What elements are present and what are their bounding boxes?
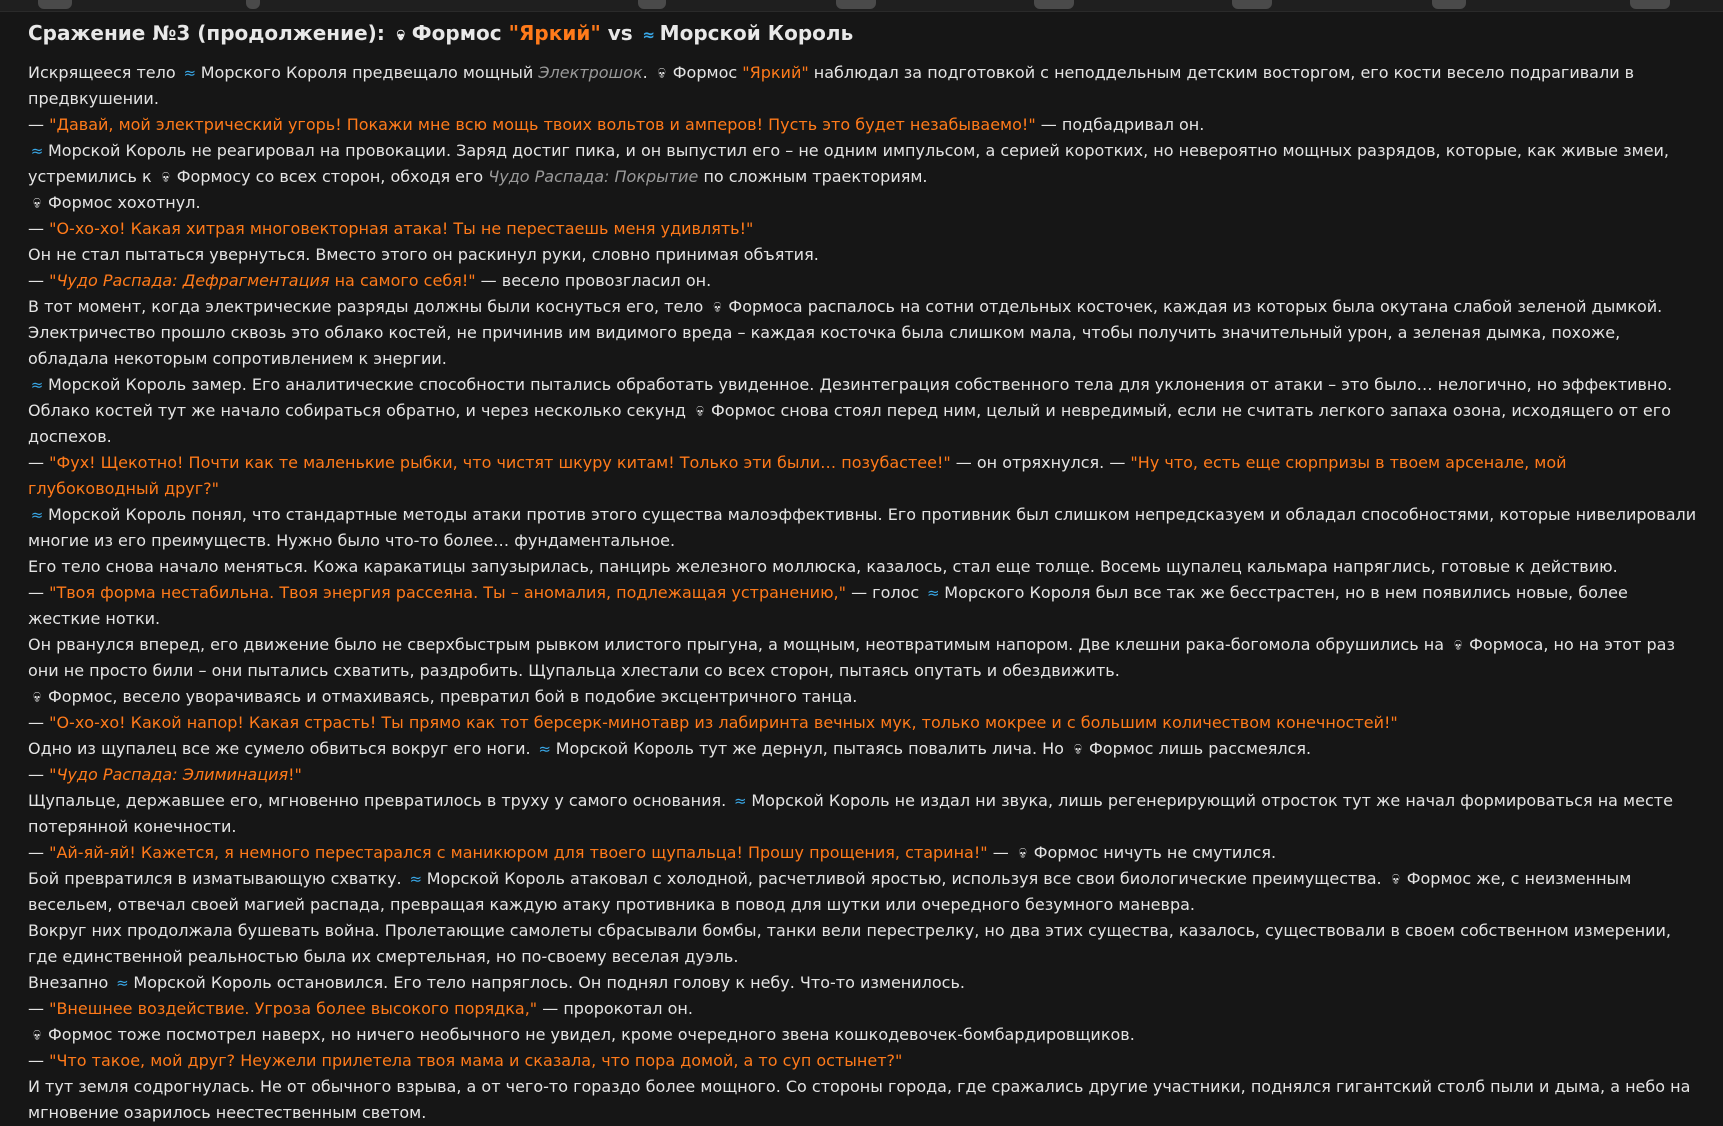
story-paragraph: [28, 268, 1698, 294]
story-paragraph: [28, 216, 1698, 242]
toolbar-icon-2[interactable]: [246, 0, 260, 9]
narration-text: Формоса распалось на сотни отдельных косточек, каждая из которых была окутана слабой зеленой дымкой. Электричество прошло сквозь это облако костей, не причинив им видимого вреда – каждая косточка была слишком мала, чтобы получить значительный урон, а зеленая дымка, похоже, обладала некоторым сопротивлением к энергии.: [28, 297, 1663, 368]
story-paragraph: [28, 450, 1698, 502]
dialogue-quote: "О-хо-хо! Какой напор! Какая страсть! Ты прямо как тот берсерк-минотавр из лабиринта вечных мук, только мокрее и с большим количеством конечностей!": [49, 713, 1398, 732]
story-paragraph: [28, 736, 1698, 762]
narration-text: .: [642, 63, 653, 82]
narration-text: Морского Короля был все так же бесстрастен, но в нем появились новые, более жесткие нотки.: [28, 583, 1628, 628]
story-paragraph: [28, 502, 1698, 554]
skull-icon: 💀︎: [657, 64, 666, 82]
narration-text: Формоса, но на этот раз они не просто били – они пытались схватить, раздробить. Щупальца хлестали со всех сторон, пытаясь опутать и обездвижить.: [28, 635, 1675, 680]
narration-text: —: [28, 453, 50, 472]
wave-icon: ≈: [409, 870, 423, 888]
spell-name: Электрошок: [538, 63, 643, 82]
story-paragraph: [28, 112, 1698, 138]
skull-icon: 💀︎: [396, 26, 405, 44]
dialogue-quote: "Фух! Щекотно! Почти как те маленькие рыбки, что чистят шкуру китам! Только эти были… позубастее!": [49, 453, 951, 472]
dialogue-quote: "Твоя форма нестабильна. Твоя энергия рассеяна. Ты – аномалия, подлежащая устранению,": [49, 583, 846, 602]
narration-text: —: [28, 1051, 50, 1070]
narration-text: Бой превратился в изматывающую схватку.: [28, 869, 407, 888]
story-paragraph: [28, 138, 1698, 190]
story-paragraph: [28, 710, 1698, 736]
skull-icon: 💀︎: [696, 402, 704, 420]
skull-icon: 💀︎: [1454, 636, 1463, 654]
skull-icon: 💀︎: [33, 688, 41, 706]
narration-text: — голос: [846, 583, 925, 602]
narration-text: —: [28, 115, 50, 134]
wave-icon: ≈: [30, 142, 44, 160]
toolbar-icon-1[interactable]: [38, 0, 72, 9]
narration-text: В тот момент, когда электрические разряды должны были коснуться его, тело: [28, 297, 709, 316]
narration-text: Он не стал пытаться увернуться. Вместо этого он раскинул руки, словно принимая объятия.: [28, 245, 819, 264]
wave-icon: ≈: [116, 974, 129, 992]
dialogue-quote: "Яркий": [742, 63, 809, 82]
story-paragraph: [28, 970, 1698, 996]
story-paragraph: [28, 684, 1698, 710]
story-paragraph: [28, 190, 1698, 216]
wave-icon: ≈: [926, 584, 940, 602]
narration-text: Формосу со всех сторон, обходя его: [176, 167, 489, 186]
dialogue-quote: "Ай-яй-яй! Кажется, я немного перестарался с маникюром для твоего щупальца! Прошу прощения, старина!": [49, 843, 988, 862]
spell-name: Чудо Распада: Покрытие: [488, 167, 699, 186]
dialogue-quote: на самого себя!": [329, 271, 476, 290]
toolbar-icon-6[interactable]: [1232, 0, 1272, 9]
narration-text: Формос ничуть не смутился.: [1033, 843, 1277, 862]
narration-text: Щупальце, державшее его, мгновенно превратилось в труху у самого основания.: [28, 791, 732, 810]
narration-text: —: [28, 999, 50, 1018]
skull-icon: 💀︎: [1018, 844, 1027, 862]
narration-text: Морской Король не реагировал на провокации. Заряд достиг пика, и он выпустил его – не одним импульсом, а серией коротких, но невероятно мощных разрядов, которые, как живые змеи, устремились к: [28, 141, 1670, 186]
story-paragraph: [28, 294, 1698, 372]
narration-text: — пророкотал он.: [537, 999, 693, 1018]
narration-text: Морской Король тут же дернул, пытаясь повалить лича. Но: [555, 739, 1070, 758]
title-vs: vs: [607, 21, 633, 45]
narration-text: Морской Король замер. Его аналитические способности пытались обработать увиденное. Дезинтеграция собственного тела для уклонения от атаки – это было… нелогично, но эффективно. Облако костей тут же начало собираться обратно, и через несколько секунд: [28, 375, 1673, 420]
wave-icon: ≈: [538, 740, 551, 758]
skull-icon: 💀︎: [33, 194, 41, 212]
dialogue-quote: "Что такое, мой друг? Неужели прилетела твоя мама и сказала, что пора домой, а то суп остынет?": [49, 1051, 903, 1070]
wave-icon: ≈: [30, 376, 44, 394]
dialogue-quote: ": [49, 271, 57, 290]
story-paragraph: [28, 554, 1698, 580]
dialogue-quote: ": [49, 765, 57, 784]
narration-text: —: [28, 713, 50, 732]
story-paragraph: [28, 840, 1698, 866]
page-title: [28, 20, 1698, 48]
narration-text: Морской Король остановился. Его тело напряглось. Он поднял голову к небу. Что-то изменилось.: [133, 973, 965, 992]
narration-text: —: [28, 765, 50, 784]
narration-text: — он отряхнулся. —: [950, 453, 1131, 472]
story-paragraph: [28, 918, 1698, 970]
dialogue-quote: "Ну что, есть еще сюрпризы в твоем арсенале, мой глубоководный друг?": [28, 453, 1567, 498]
story-paragraph: [28, 632, 1698, 684]
narration-text: —: [987, 843, 1014, 862]
narration-text: —: [28, 843, 50, 862]
dialogue-quote: "Давай, мой электрический угорь! Покажи мне всю мощь твоих вольтов и амперов! Пусть это будет незабываемо!": [49, 115, 1036, 134]
story-paragraph: [28, 996, 1698, 1022]
narration-text: Внезапно: [28, 973, 114, 992]
toolbar-icon-3[interactable]: [638, 0, 666, 9]
battle-log: [28, 20, 1698, 1126]
dialogue-quote: !": [288, 765, 302, 784]
spell-name: Чудо Распада: Элиминация: [56, 765, 289, 784]
narration-text: Формос, весело уворачиваясь и отмахиваясь, превратил бой в подобие эксцентричного танца.: [48, 687, 858, 706]
narration-text: Морской Король атаковал с холодной, расчетливой яростью, используя все свои биологические преимущества.: [426, 869, 1387, 888]
toolbar-icon-8[interactable]: [1630, 0, 1670, 9]
wave-icon: ≈: [734, 792, 747, 810]
narration-text: —: [28, 271, 50, 290]
story-text: [28, 60, 1698, 1126]
story-paragraph: [28, 242, 1698, 268]
narration-text: по сложным траекториям.: [698, 167, 928, 186]
narration-text: Формос тоже посмотрел наверх, но ничего необычного не увидел, кроме очередного звена кошкодевочек-бомбардировщиков.: [48, 1025, 1135, 1044]
title-fighter-1: Формос: [411, 21, 502, 45]
wave-icon: ≈: [183, 64, 197, 82]
narration-text: —: [28, 583, 50, 602]
story-paragraph: [28, 1074, 1698, 1126]
spell-name: Чудо Распада: Дефрагментация: [56, 271, 330, 290]
skull-icon: 💀︎: [1074, 740, 1082, 758]
narration-text: И тут земля содрогнулась. Не от обычного взрыва, а от чего-то гораздо более мощного. Со стороны города, где сражались другие участники, поднялся гигантский столб пыли и дыма, а небо на мгновение озарилось неестественным светом.: [28, 1077, 1691, 1122]
narration-text: — подбадривал он.: [1035, 115, 1205, 134]
narration-text: — весело провозгласил он.: [475, 271, 712, 290]
narration-text: Морской Король понял, что стандартные методы атаки против этого существа малоэффективны. Его противник был слишком непредсказуем и обладал способностями, которые нивелировали многие из его преимуществ. Нужно было что-то более… фундаментальное.: [28, 505, 1697, 550]
skull-icon: 💀︎: [713, 298, 722, 316]
story-paragraph: [28, 1022, 1698, 1048]
narration-text: Одно из щупалец все же сумело обвиться вокруг его ноги.: [28, 739, 536, 758]
skull-icon: 💀︎: [161, 168, 170, 186]
narration-text: Искрящееся тело: [28, 63, 181, 82]
story-paragraph: [28, 788, 1698, 840]
narration-text: Формос хохотнул.: [48, 193, 201, 212]
narration-text: Формос снова стоял перед ним, целый и невредимый, если не считать легкого запаха озона, исходящего от его доспехов.: [28, 401, 1671, 446]
narration-text: Он рванулся вперед, его движение было не сверхбыстрым рывком илистого прыгуна, а мощным, неотвратимым напором. Две клешни рака-богомола обрушились на: [28, 635, 1450, 654]
toolbar-icon-7[interactable]: [1432, 0, 1466, 9]
toolbar-icon-4[interactable]: [836, 0, 876, 9]
narration-text: Вокруг них продолжала бушевать война. Пролетающие самолеты сбрасывали бомбы, танки вели перестрелку, но два этих существа, казалось, существовали в своем собственном измерении, где единственной реальностью была их смертельная, но по-своему веселая дуэль.: [28, 921, 1671, 966]
story-paragraph: [28, 60, 1698, 112]
title-prefix: Сражение №3 (продолжение):: [28, 21, 385, 45]
title-nickname: "Яркий": [508, 21, 601, 45]
story-paragraph: [28, 866, 1698, 918]
story-paragraph: [28, 762, 1698, 788]
story-paragraph: [28, 1048, 1698, 1074]
dialogue-quote: "О-хо-хо! Какая хитрая многовекторная атака! Ты не перестаешь меня удивлять!": [49, 219, 754, 238]
narration-text: —: [28, 219, 50, 238]
story-paragraph: [28, 372, 1698, 450]
narration-text: Формос лишь рассмеялся.: [1089, 739, 1312, 758]
narration-text: Формос же, с неизменным весельем, отвечал своей магией распада, превращая каждую атаку противника в повод для шутки или очередного безумного маневра.: [28, 869, 1632, 914]
dialogue-quote: "Внешнее воздействие. Угроза более высокого порядка,": [49, 999, 538, 1018]
narration-text: Формос: [672, 63, 743, 82]
toolbar-icon-5[interactable]: [1034, 0, 1074, 9]
skull-icon: 💀︎: [33, 1026, 41, 1044]
narration-text: Морского Короля предвещало мощный: [200, 63, 539, 82]
narration-text: Морской Король не издал ни звука, лишь регенерирующий отросток тут же начал формироваться на месте потерянной конечности.: [28, 791, 1673, 836]
title-fighter-2: Морской Король: [659, 21, 854, 45]
narration-text: Его тело снова начало меняться. Кожа каракатицы запузырилась, панцирь железного моллюска, казалось, стал еще толще. Восемь щупалец кальмара напряглись, готовые к действию.: [28, 557, 1618, 576]
narration-text: наблюдал за подготовкой с неподдельным детским восторгом, его кости весело подрагивали в предвкушении.: [28, 63, 1635, 108]
top-toolbar: [0, 0, 1723, 12]
wave-icon: ≈: [30, 506, 44, 524]
skull-icon: 💀︎: [1391, 870, 1400, 888]
story-paragraph: [28, 580, 1698, 632]
wave-icon: ≈: [642, 26, 655, 44]
